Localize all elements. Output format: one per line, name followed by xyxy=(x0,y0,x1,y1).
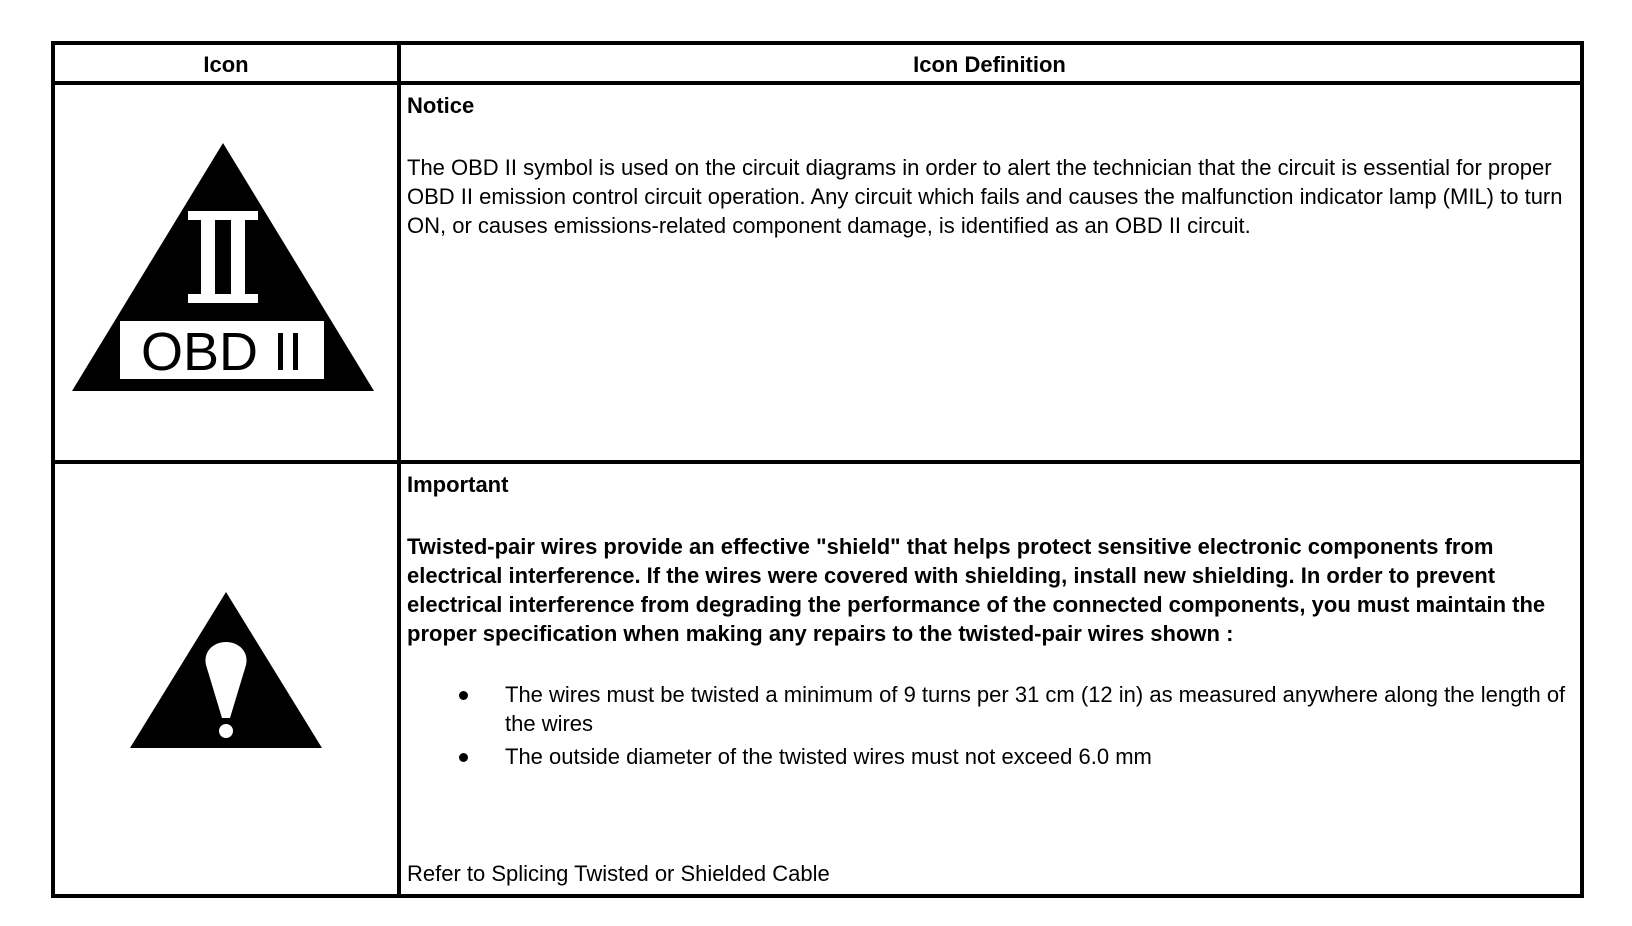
warning-triangle-icon xyxy=(128,590,324,750)
table-header-row xyxy=(55,45,1580,85)
icon-cell xyxy=(55,464,401,894)
specification-list xyxy=(407,680,1572,771)
header-definition-column: Icon Definition xyxy=(913,52,1066,77)
list-item-text: The outside diameter of the twisted wires must not exceed 6.0 mm xyxy=(505,744,1152,769)
icon-definition-table xyxy=(51,41,1584,898)
notice-text: The OBD II symbol is used on the circuit diagrams in order to alert the technician that the circuit is essential for proper OBD II emission control circuit operation. Any circuit which fails and causes the malfunction indicator lamp (MIL) to turn ON, or causes emissions-related component damage, is identified as an OBD II circuit. xyxy=(407,155,1563,238)
bullet-icon xyxy=(459,753,468,762)
refer-link-text: Refer to Splicing Twisted or Shielded Cable xyxy=(407,861,830,886)
icon-cell xyxy=(55,85,401,460)
definition-cell xyxy=(401,85,1580,460)
important-text: Twisted-pair wires provide an effective "shield" that helps protect sensitive electronic components from electrical interference. If the wires were covered with shielding, install new shielding. In order to prevent electrical interference from degrading the performance of the connected components, you must maintain the proper specification when making any repairs to the twisted-pair wires shown : xyxy=(407,534,1546,646)
obd-ii-label: OBD II xyxy=(140,322,304,382)
list-item-text: The wires must be twisted a minimum of 9 turns per 31 cm (12 in) as measured anywhere along the length of the wires xyxy=(505,682,1566,736)
important-title: Important xyxy=(407,472,509,497)
table-row-important xyxy=(55,464,1580,894)
bullet-icon xyxy=(459,691,468,700)
definition-cell xyxy=(401,464,1580,894)
list-item xyxy=(407,680,1572,738)
table-row-notice xyxy=(55,85,1580,464)
obd-ii-triangle-icon xyxy=(70,141,376,391)
list-item xyxy=(407,742,1572,771)
header-icon-column: Icon xyxy=(55,45,401,81)
notice-title: Notice xyxy=(407,93,475,118)
